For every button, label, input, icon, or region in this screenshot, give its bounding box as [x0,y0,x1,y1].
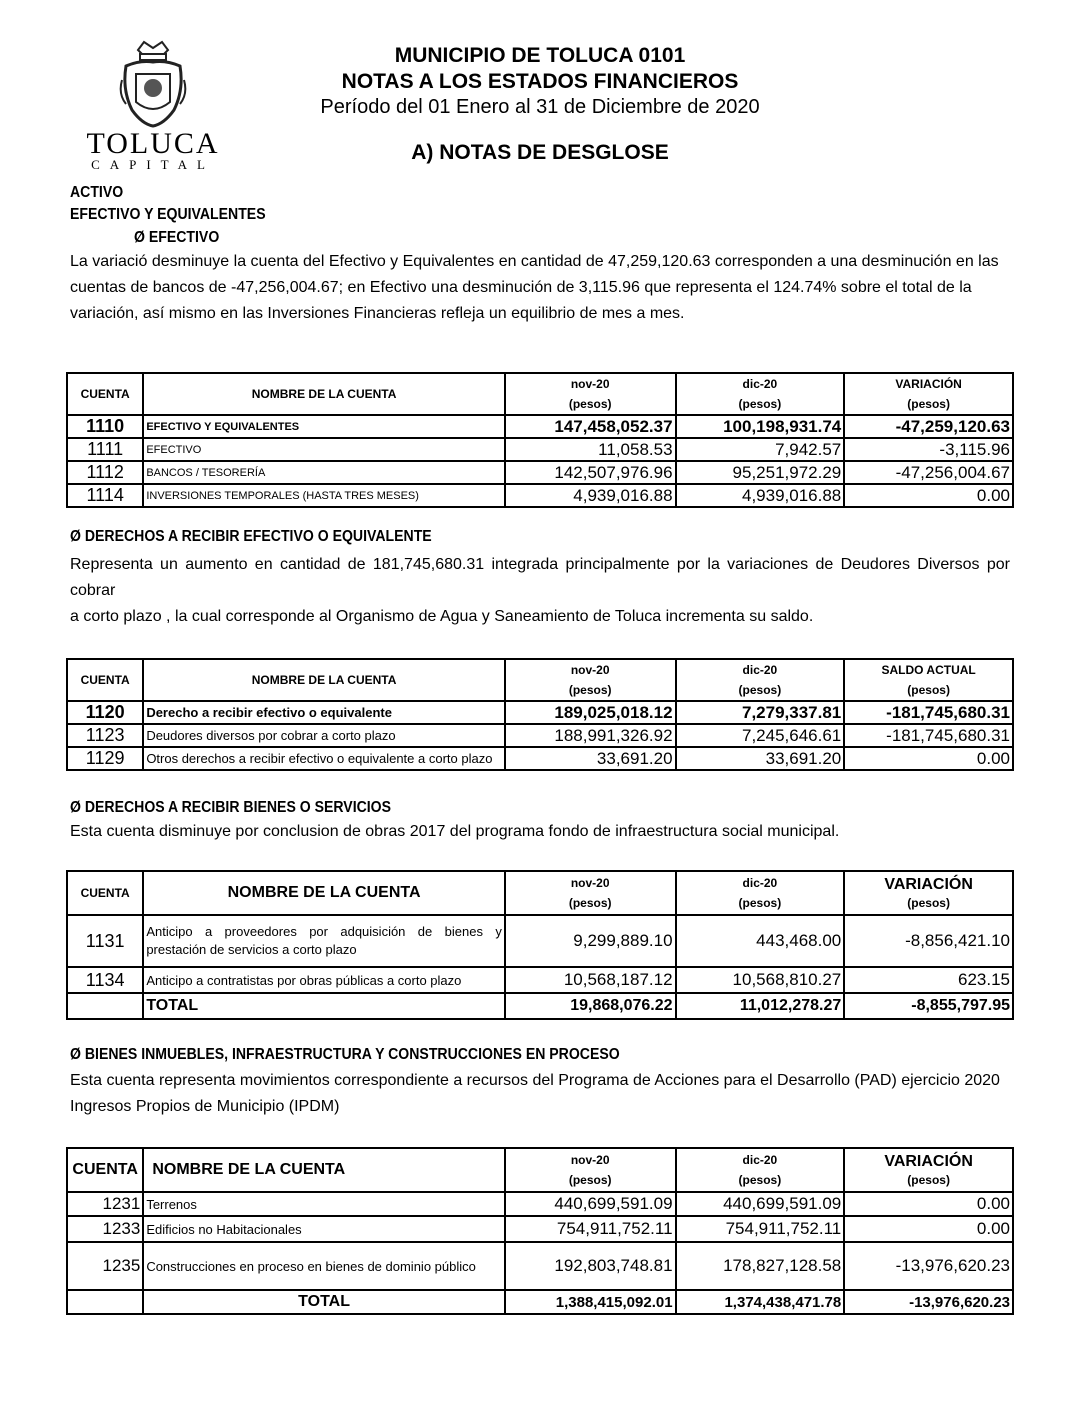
municipality-title: MUNICIPIO DE TOLUCA 0101 [394,44,686,67]
paragraph-line: a corto plazo , la cual corresponde al Organismo de Agua y Saneamiento de Toluca incrementa su saldo. [70,608,814,625]
header-cuenta: CUENTA [67,659,143,701]
total-row: TOTAL 19,868,076.22 11,012,278.27 -8,855,797.95 [67,993,1013,1019]
derechos-efectivo-heading: Ø DERECHOS A RECIBIR EFECTIVO O EQUIVALENTE [70,528,432,545]
table-row: 1134 Anticipo a contratistas por obras públicas a corto plazo 10,568,187.12 10,568,810.27 623.15 [67,967,1013,993]
logo-wordmark: TOLUCA [86,127,220,160]
paragraph-line: Representa un aumento en cantidad de 181,745,680.31 integrada principalmente por la variaciones de Deudores Diversos por cobrar [70,556,1010,599]
logo-subtitle: CAPITAL [91,157,215,172]
table-row: 1123 Deudores diversos por cobrar a corto plazo 188,991,326.92 7,245,646.61 -181,745,680.31 [67,724,1013,747]
header-cuenta: CUENTA [67,373,143,415]
derechos-bienes-heading: Ø DERECHOS A RECIBIR BIENES O SERVICIOS [70,799,392,816]
efectivo-table [66,372,1014,508]
paragraph-line: Esta cuenta representa movimientos correspondiente a recursos del Programa de Acciones para el Desarrollo (PAD) ejercicio 2020 [70,1072,1000,1089]
header-nombre: NOMBRE DE LA CUENTA [143,373,505,415]
toluca-logo [78,40,228,170]
paragraph-line: variación, así mismo en las Inversiones Financieras refleja un equilibrio de mes a mes. [70,305,685,322]
table-row: 1112 BANCOS / TESORERÍA 142,507,976.96 95,251,972.29 -47,256,004.67 [67,461,1013,484]
table-row: 1235 Construcciones en proceso en bienes de dominio público 192,803,748.81 178,827,128.58 -13,976,620.23 [67,1242,1013,1290]
header-variacion: VARIACIÓN (pesos) [844,373,1013,415]
derechos-bienes-paragraph [70,819,1010,845]
derechos-efectivo-table [66,658,1014,771]
bienes-inmuebles-heading: Ø BIENES INMUEBLES, INFRAESTRUCTURA Y CONSTRUCCIONES EN PROCESO [70,1046,620,1063]
derechos-efectivo-paragraph [70,552,1010,630]
table-row: 1129 Otros derechos a recibir efectivo o equivalente a corto plazo 33,691.20 33,691.20 0.00 [67,747,1013,770]
efectivo-equivalentes-heading: EFECTIVO Y EQUIVALENTES [70,206,266,223]
section-title: A) NOTAS DE DESGLOSE [411,141,669,164]
period-line: Período del 01 Enero al 31 de Diciembre de 2020 [320,96,760,118]
paragraph-line: La variació desminuye la cuenta del Efectivo y Equivalentes en cantidad de 47,259,120.63 corresponden a una desminución en las [70,253,999,270]
header-nov: nov-20 (pesos) [505,373,676,415]
header-nov: nov-20 (pesos) [505,871,676,915]
header-cuenta: CUENTA [67,871,143,915]
header-variacion: VARIACIÓN (pesos) [844,871,1013,915]
header-nombre: NOMBRE DE LA CUENTA [143,871,505,915]
table-row: 1233 Edificios no Habitacionales 754,911,752.11 754,911,752.11 0.00 [67,1216,1013,1242]
activo-heading: ACTIVO [70,184,124,201]
header-nov: nov-20 (pesos) [505,659,676,701]
paragraph-line: Esta cuenta disminuye por conclusion de obras 2017 del programa fondo de infraestructura social municipal. [70,823,840,840]
header-dic: dic-20 (pesos) [676,373,845,415]
derechos-bienes-table [66,870,1014,1020]
table-row: 1120 Derecho a recibir efectivo o equivalente 189,025,018.12 7,279,337.81 -181,745,680.31 [67,701,1013,724]
table-row: 1111 EFECTIVO 11,058.53 7,942.57 -3,115.96 [67,438,1013,461]
document-title: NOTAS A LOS ESTADOS FINANCIEROS [341,70,739,93]
header-nombre: NOMBRE DE LA CUENTA [143,1148,505,1192]
header-dic: dic-20 (pesos) [676,871,845,915]
paragraph-line: cuentas de bancos de -47,256,004.67; en Efectivo una desminución de 3,115.96 que representa el 124.74% sobre el total de la [70,279,972,296]
header-cuenta: CUENTA [67,1148,143,1192]
header-nov: nov-20 (pesos) [505,1148,676,1192]
header-saldo-actual: SALDO ACTUAL (pesos) [844,659,1013,701]
header-dic: dic-20 (pesos) [676,1148,845,1192]
paragraph-line: Ingresos Propios de Municipio (IPDM) [70,1098,340,1115]
table-row: 1231 Terrenos 440,699,591.09 440,699,591.09 0.00 [67,1192,1013,1216]
header-variacion: VARIACIÓN (pesos) [844,1148,1013,1192]
bienes-inmuebles-paragraph [70,1068,1010,1120]
efectivo-bullet: Ø EFECTIVO [134,229,220,246]
header-dic: dic-20 (pesos) [676,659,845,701]
coat-of-arms-icon [118,40,188,128]
header-nombre: NOMBRE DE LA CUENTA [143,659,505,701]
total-row: TOTAL 1,388,415,092.01 1,374,438,471.78 -13,976,620.23 [67,1290,1013,1314]
table-row: 1131 Anticipo a proveedores por adquisición de bienes y prestación de servicios a corto plazo 9,299,889.10 443,468.00 -8,856,421.10 [67,915,1013,967]
bienes-inmuebles-table [66,1147,1014,1315]
table-row: 1114 INVERSIONES TEMPORALES (HASTA TRES MESES) 4,939,016.88 4,939,016.88 0.00 [67,484,1013,507]
table-row: 1110 EFECTIVO Y EQUIVALENTES 147,458,052.37 100,198,931.74 -47,259,120.63 [67,415,1013,438]
efectivo-paragraph [70,249,1010,327]
